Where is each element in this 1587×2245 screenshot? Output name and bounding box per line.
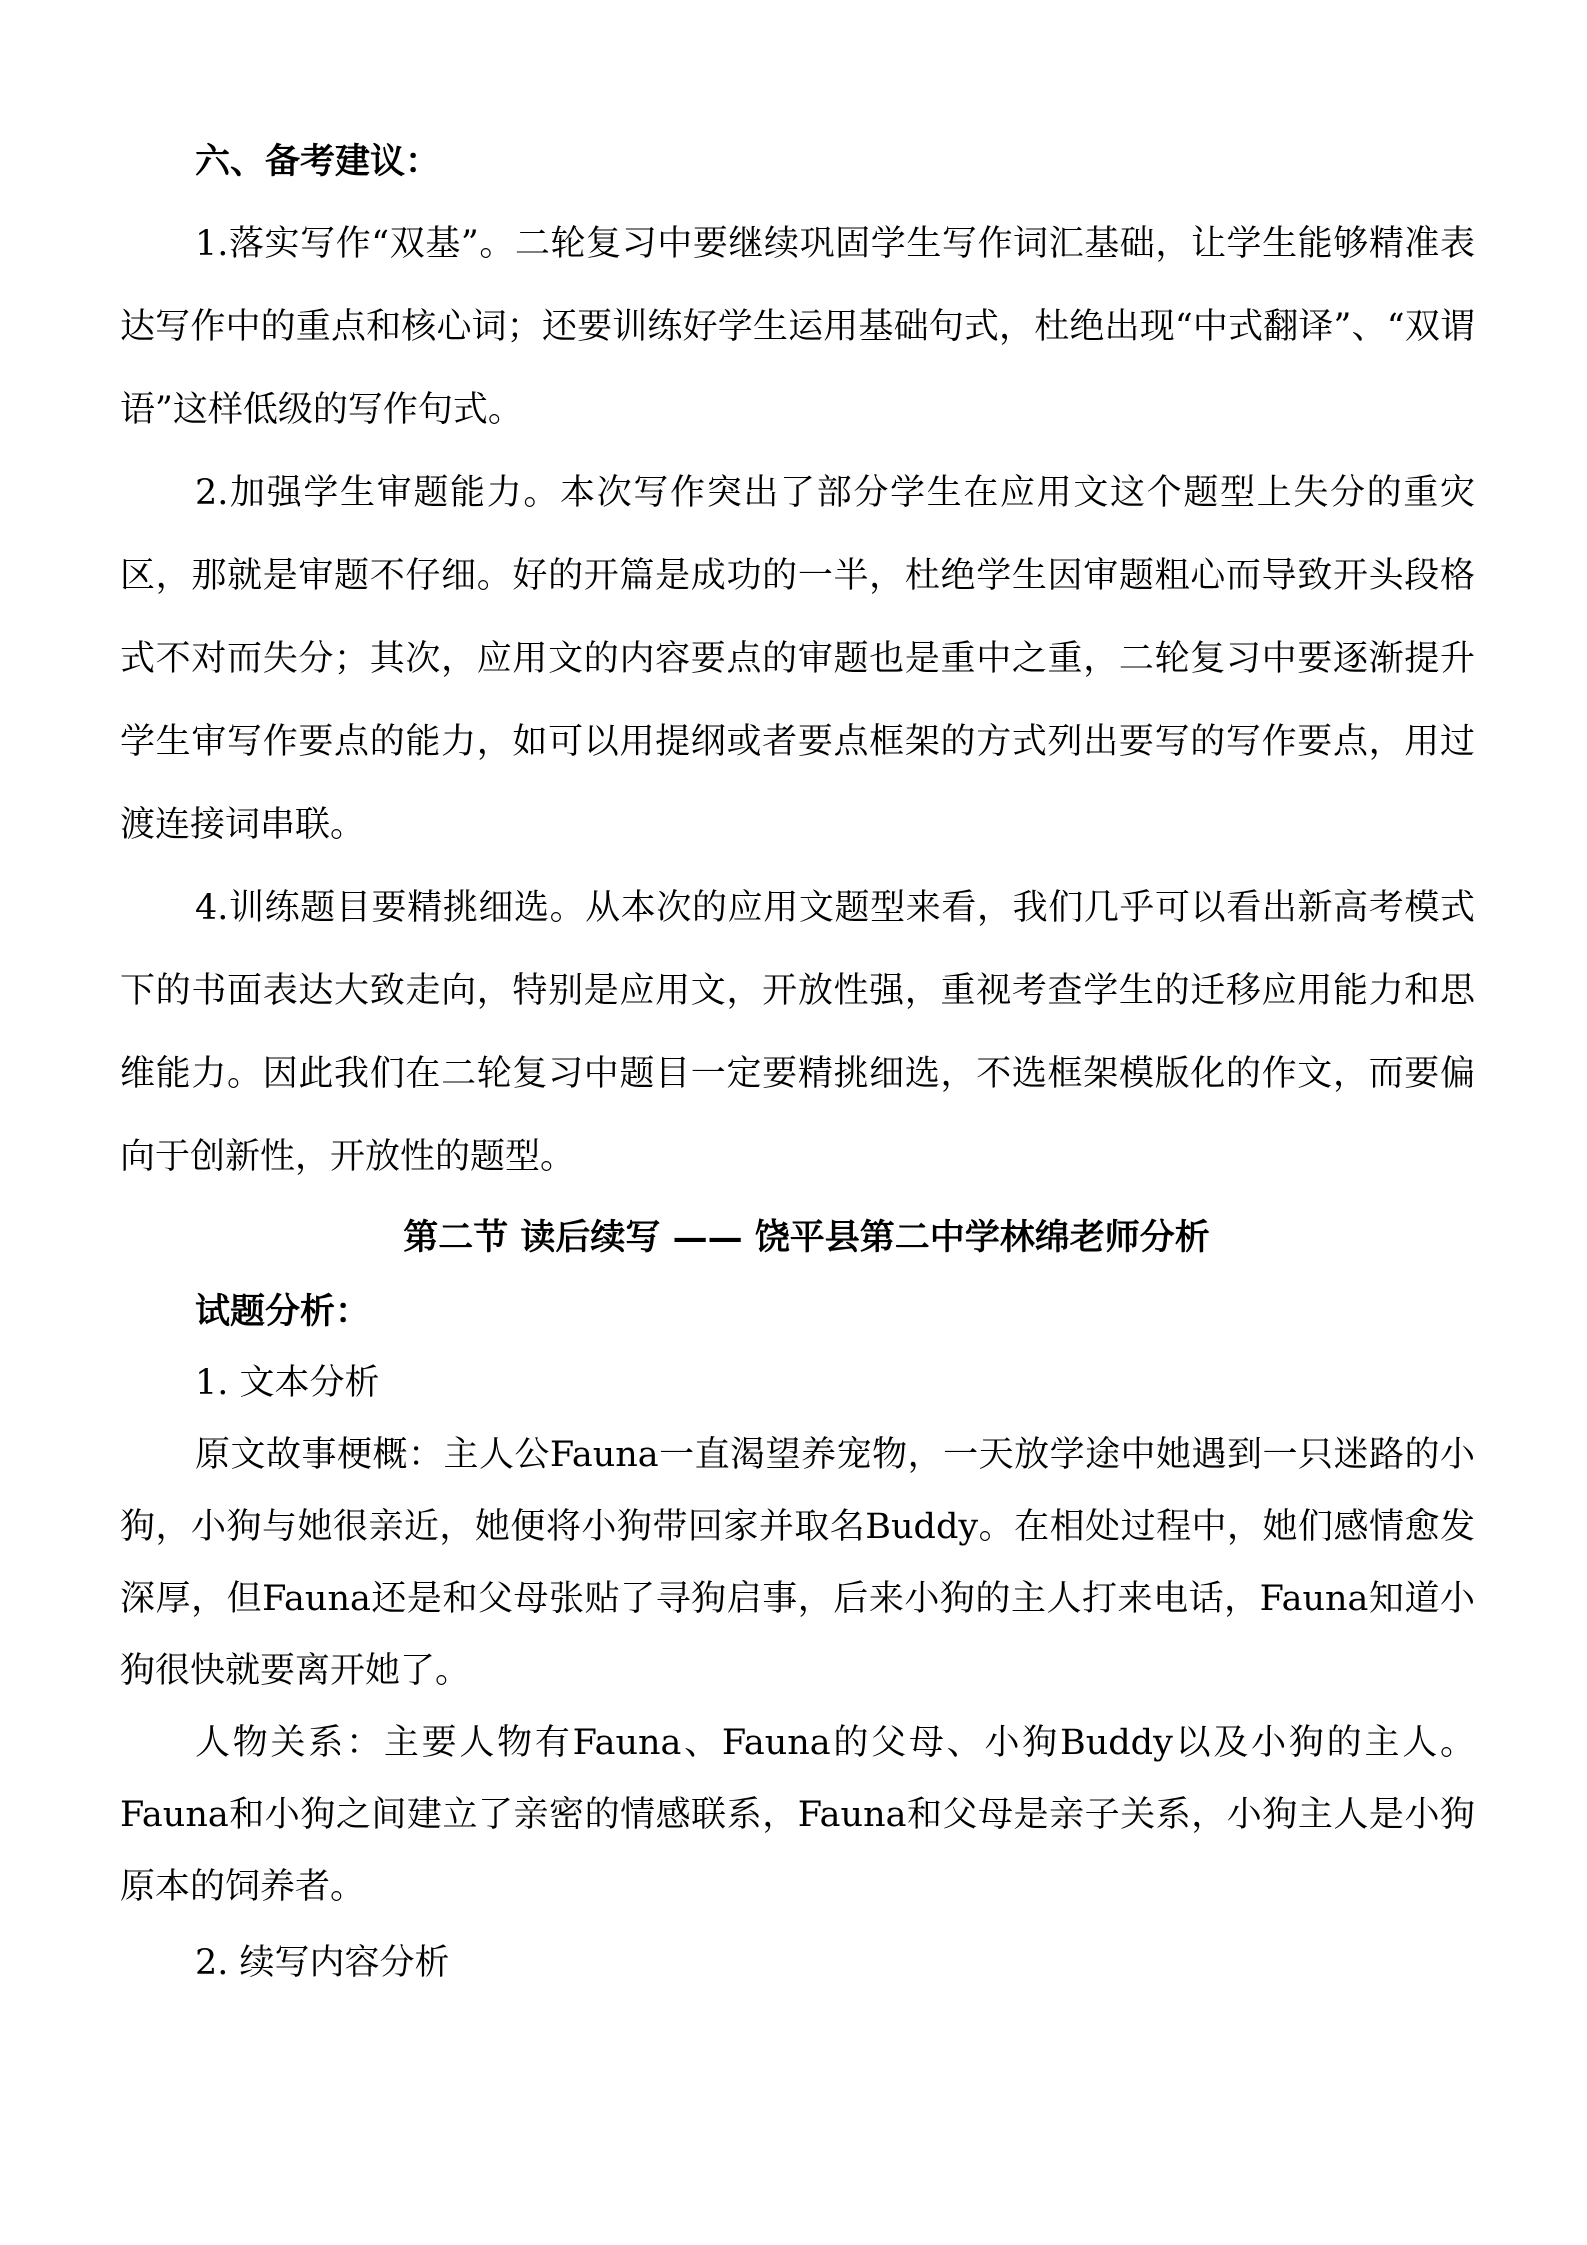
section-title-continuation-writing: 第二节 读后续写 —— 饶平县第二中学林绵老师分析 (403, 1217, 1210, 1258)
suggestion-paragraph-1: 1.落实写作“双基”。二轮复习中要继续巩固学生写作词汇基础，让学生能够精准表达写作中的重点和核心词；还要训练好学生运用基础句式，杜绝出现“中式翻译”、“双谓语”这样低级的写作句式。 (120, 224, 1475, 430)
story-summary-paragraph: 原文故事梗概：主人公Fauna一直渴望养宠物，一天放学途中她遇到一只迷路的小狗，小狗与她很亲近，她便将小狗带回家并取名Buddy。在相处过程中，她们感情愈发深厚，但Fauna还是和父母张贴了寻狗启事，后来小狗的主人打来电话，Fauna知道小狗很快就要离开她了。 (120, 1435, 1475, 1691)
suggestion-paragraph-3: 4.训练题目要精挑细选。从本次的应用文题型来看，我们几乎可以看出新高考模式下的书面表达大致走向，特别是应用文，开放性强，重视考查学生的迁移应用能力和思维能力。因此我们在二轮复习中题目一定要精挑细选，不选框架模版化的作文，而要偏向于创新性，开放性的题型。 (120, 888, 1475, 1177)
text-analysis-label: 1. 文本分析 (195, 1363, 380, 1403)
section-heading-suggestions: 六、备考建议： (195, 141, 441, 182)
continuation-analysis-label: 2. 续写内容分析 (195, 1943, 450, 1983)
character-relations-paragraph: 人物关系：主要人物有Fauna、Fauna的父母、小狗Buddy以及小狗的主人。Fauna和小狗之间建立了亲密的情感联系，Fauna和父母是亲子关系，小狗主人是小狗原本的饲养者。 (120, 1723, 1475, 1907)
suggestion-paragraph-2: 2.加强学生审题能力。本次写作突出了部分学生在应用文这个题型上失分的重灾区，那就是审题不仔细。好的开篇是成功的一半，杜绝学生因审题粗心而导致开头段格式不对而失分；其次，应用文的内容要点的审题也是重中之重，二轮复习中要逐渐提升学生审写作要点的能力，如可以用提纲或者要点框架的方式列出要写的写作要点，用过渡连接词串联。 (120, 473, 1475, 845)
analysis-heading: 试题分析： (195, 1291, 371, 1332)
document-page (120, 120, 1475, 1999)
